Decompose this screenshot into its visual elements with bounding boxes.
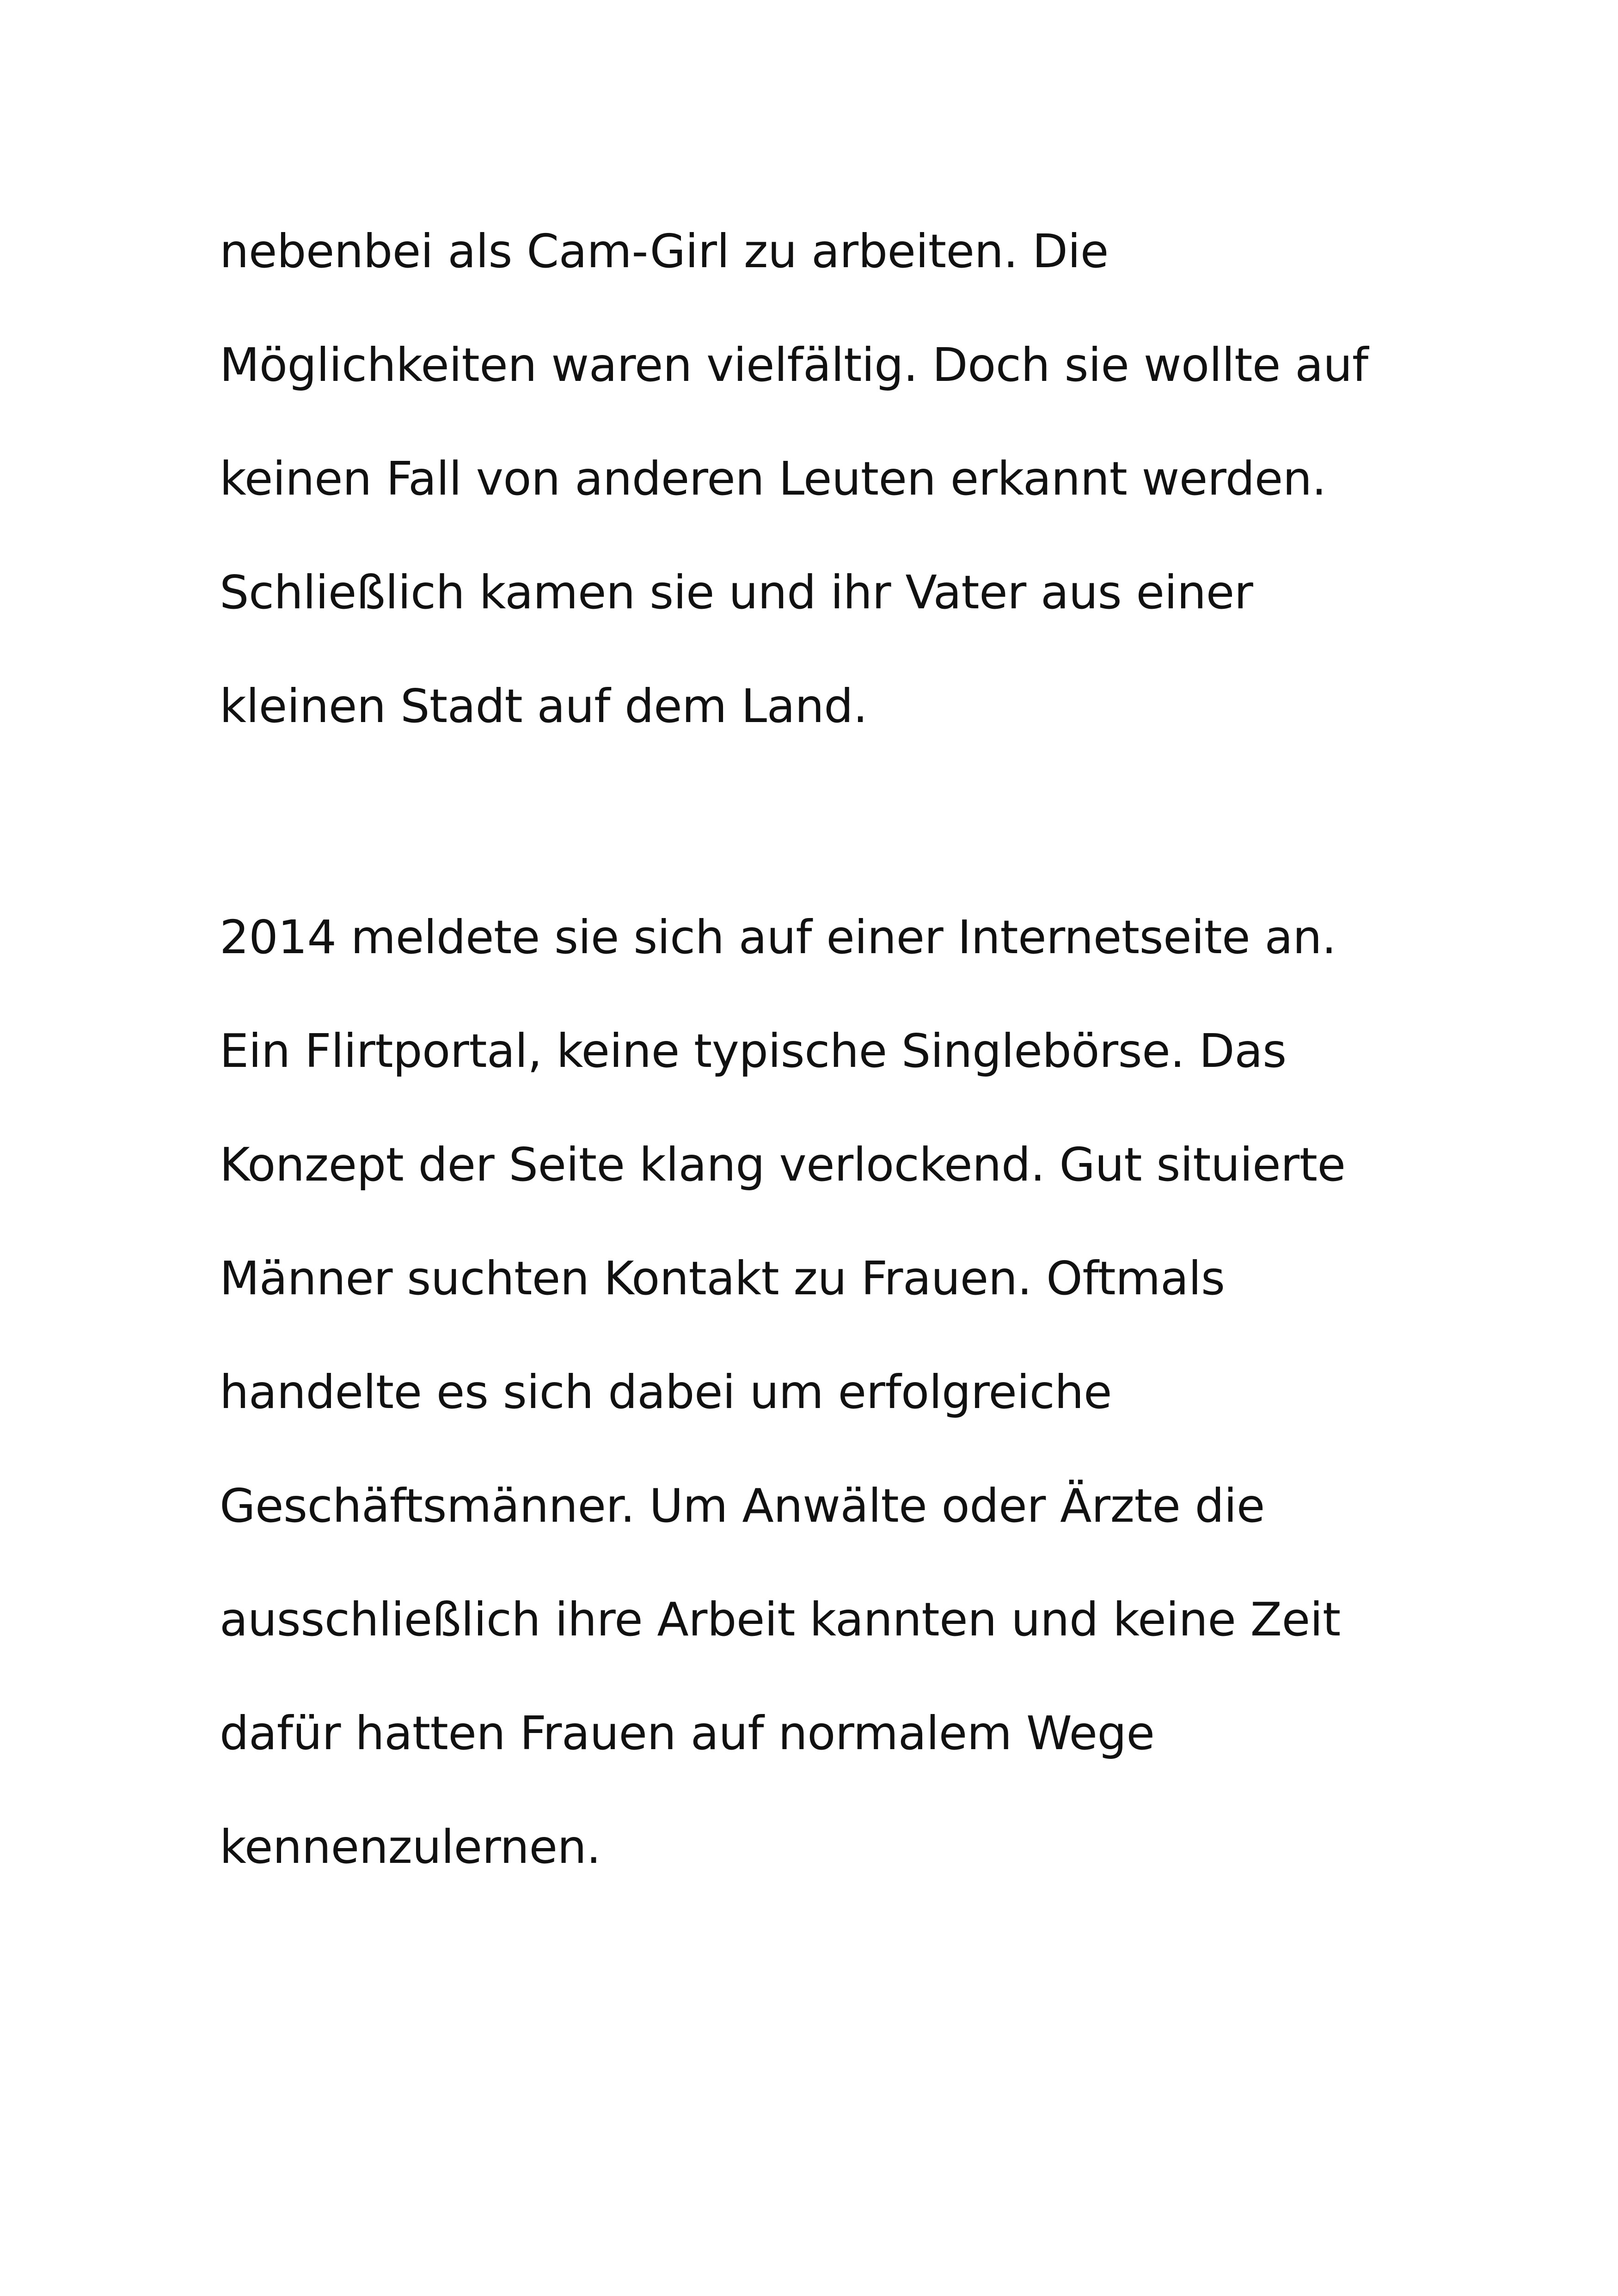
text-line: Möglichkeiten waren vielfältig. Doch sie wollte auf bbox=[220, 338, 1368, 392]
text-line: Konzept der Seite klang verlockend. Gut situierte bbox=[220, 1138, 1346, 1192]
text-line: nebenbei als Cam-Girl zu arbeiten. Die bbox=[220, 224, 1109, 278]
text-line: keinen Fall von anderen Leuten erkannt werden. bbox=[220, 452, 1326, 506]
text-line: Geschäftsmänner. Um Anwälte oder Ärzte die bbox=[220, 1479, 1265, 1533]
text-line: kennenzulernen. bbox=[220, 1820, 601, 1874]
text-line: ausschließlich ihre Arbeit kannten und keine Zeit bbox=[220, 1592, 1341, 1647]
paragraph-2 bbox=[220, 901, 1468, 1925]
text-line: handelte es sich dabei um erfolgreiche bbox=[220, 1365, 1112, 1419]
text-line: Ein Flirtportal, keine typische Singlebörse. Das bbox=[220, 1024, 1287, 1078]
text-line: Männer suchten Kontakt zu Frauen. Oftmals bbox=[220, 1251, 1225, 1305]
paragraph-1 bbox=[220, 215, 1468, 784]
text-line: kleinen Stadt auf dem Land. bbox=[220, 679, 868, 733]
text-line: 2014 meldete sie sich auf einer Internetseite an. bbox=[220, 910, 1336, 964]
text-line: dafür hatten Frauen auf normalem Wege bbox=[220, 1706, 1155, 1760]
text-line: Schließlich kamen sie und ihr Vater aus einer bbox=[220, 565, 1253, 619]
